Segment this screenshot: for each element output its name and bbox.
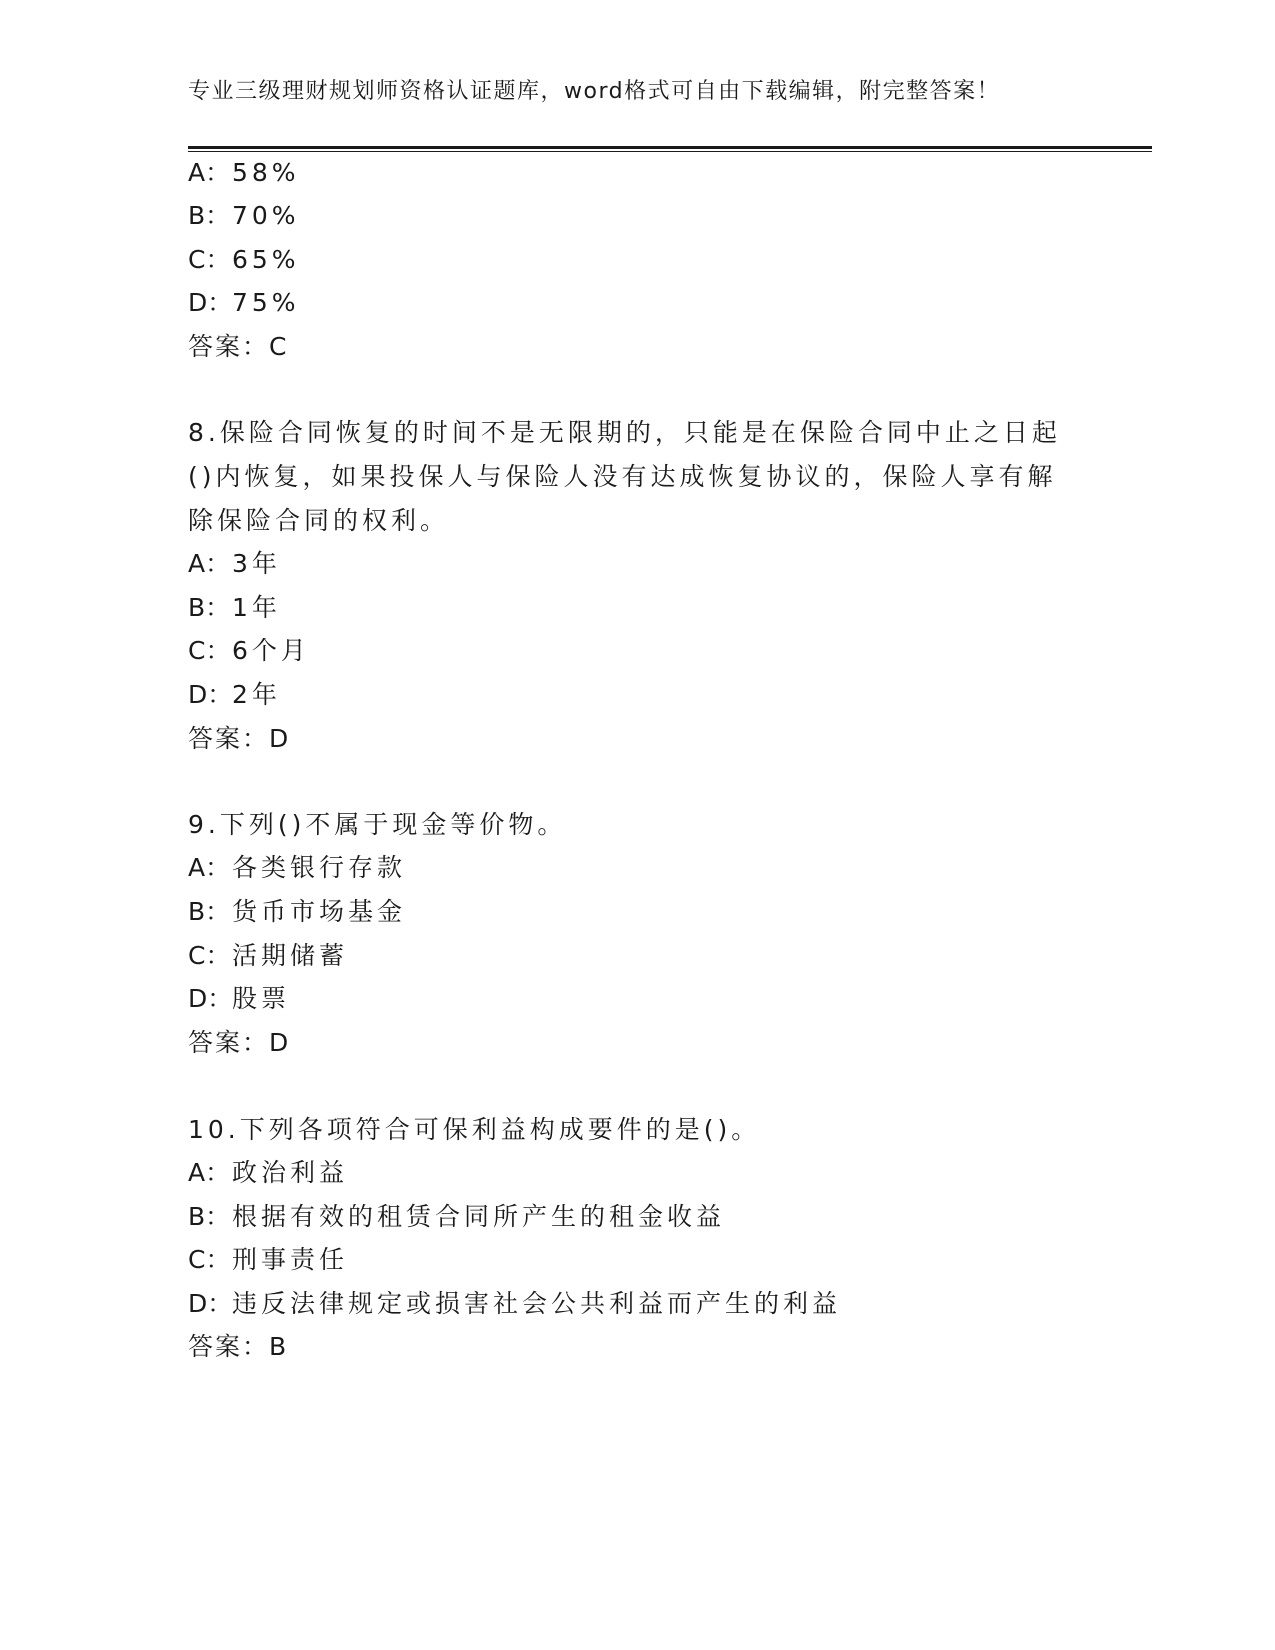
- option-letter: A：: [188, 1158, 231, 1187]
- option-letter: C：: [188, 941, 231, 970]
- option-text: 2年: [232, 680, 281, 709]
- option-b: [188, 593, 281, 623]
- option-text: 活期储蓄: [232, 941, 349, 970]
- option-c: [188, 1245, 348, 1275]
- option-text: 根据有效的租赁合同所产生的租金收益: [232, 1202, 726, 1231]
- option-text: 1年: [232, 593, 281, 622]
- option-a: [188, 158, 300, 188]
- question-8-stem-line-1: 8.保险合同恢复的时间不是无限期的，只能是在保险合同中止之日起: [188, 418, 1061, 447]
- option-text: 政治利益: [232, 1158, 349, 1187]
- option-a: [188, 549, 281, 579]
- option-text: 70%: [232, 201, 300, 230]
- question-10-stem: 10.下列各项符合可保利益构成要件的是()。: [188, 1115, 761, 1144]
- question-9-stem: 9.下列()不属于现金等价物。: [188, 810, 567, 839]
- page-header: 专业三级理财规划师资格认证题库，word格式可自由下载编辑，附完整答案！: [188, 79, 1001, 104]
- answer: 答案：D: [188, 1028, 291, 1057]
- option-letter: B：: [188, 1202, 231, 1231]
- option-text: 3年: [232, 549, 281, 578]
- answer: 答案：D: [188, 724, 291, 753]
- option-text: 货币市场基金: [232, 897, 407, 926]
- option-text: 股票: [232, 984, 291, 1013]
- option-text: 75%: [232, 288, 300, 317]
- option-a: [188, 1158, 348, 1188]
- question-8-stem-line-2: ()内恢复，如果投保人与保险人没有达成恢复协议的，保险人享有解: [188, 462, 1057, 491]
- option-d: [188, 288, 300, 318]
- option-text: 65%: [232, 245, 300, 274]
- option-letter: D：: [188, 680, 233, 709]
- option-letter: D：: [188, 984, 233, 1013]
- answer: 答案：C: [188, 332, 289, 361]
- option-text: 违反法律规定或损害社会公共利益而产生的利益: [232, 1289, 842, 1318]
- header-rule: [188, 146, 1152, 149]
- option-letter: A：: [188, 549, 231, 578]
- option-letter: C：: [188, 245, 231, 274]
- option-c: [188, 245, 300, 275]
- option-text: 刑事责任: [232, 1245, 349, 1274]
- option-letter: C：: [188, 1245, 231, 1274]
- answer: 答案：B: [188, 1332, 289, 1361]
- option-letter: B：: [188, 593, 231, 622]
- option-d: [188, 984, 290, 1014]
- option-letter: A：: [188, 158, 231, 187]
- option-d: [188, 1289, 841, 1319]
- option-text: 58%: [232, 158, 300, 187]
- option-b: [188, 201, 300, 231]
- option-text: 各类银行存款: [232, 853, 407, 882]
- option-letter: C：: [188, 636, 231, 665]
- option-text: 6个月: [232, 636, 310, 665]
- option-letter: B：: [188, 897, 231, 926]
- option-b: [188, 1202, 725, 1232]
- option-c: [188, 941, 348, 971]
- question-8-stem-line-3: 除保险合同的权利。: [188, 506, 450, 535]
- option-letter: A：: [188, 853, 231, 882]
- option-letter: D：: [188, 288, 233, 317]
- option-letter: B：: [188, 201, 231, 230]
- option-b: [188, 897, 406, 927]
- option-d: [188, 680, 281, 710]
- option-c: [188, 636, 310, 666]
- option-letter: D：: [188, 1289, 233, 1318]
- header-rule-thin: [188, 151, 1152, 152]
- option-a: [188, 853, 406, 883]
